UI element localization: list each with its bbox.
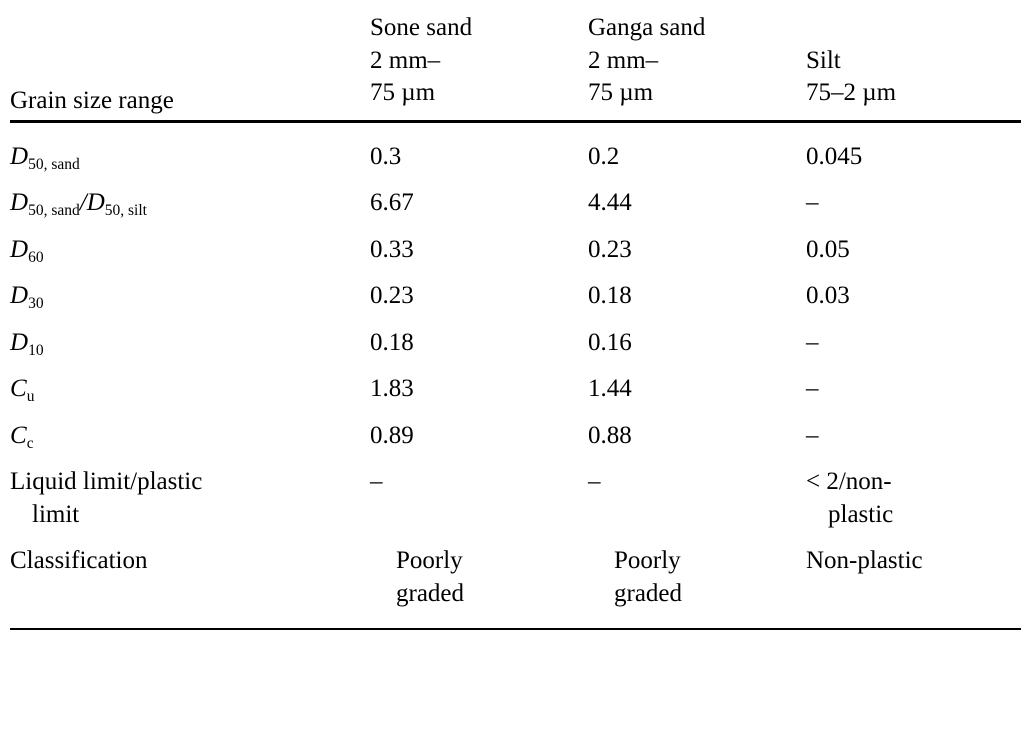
row-symbol-main: C	[10, 375, 27, 402]
cell-silt: –	[806, 328, 819, 356]
cell-ganga: 0.18	[588, 282, 632, 309]
row-symbol-sub: 50, sand	[28, 155, 80, 173]
row-symbol-separator: /	[79, 189, 87, 216]
header-cell-silt	[806, 0, 1021, 121]
row-symbol-sub: c	[26, 434, 34, 452]
header-cell-label	[10, 0, 370, 121]
row-symbol-main: D	[10, 328, 29, 356]
cell-silt-line-1: < 2/non-	[806, 468, 892, 495]
header-sone-line-2: 2 mm–	[370, 46, 441, 74]
table-row	[10, 227, 1021, 274]
cell-sone-line-2: graded	[396, 579, 465, 607]
row-symbol-main-2: D	[86, 189, 105, 216]
cell-sone: 1.83	[370, 375, 414, 402]
header-silt-line-2: 75–2 µm	[806, 79, 897, 106]
row-label-d60	[10, 227, 370, 274]
header-row	[10, 0, 1021, 121]
cell-sone: 0.89	[370, 421, 414, 449]
header-sone-line-1: Sone sand	[370, 14, 473, 41]
cell-ganga	[588, 538, 806, 629]
cell-silt: –	[806, 421, 819, 449]
header-ganga-line-3: 75 µm	[588, 79, 654, 106]
table-row	[10, 413, 1021, 460]
row-label-line-1: Liquid limit/plastic	[10, 468, 203, 495]
table-row	[10, 366, 1021, 413]
header-silt-line-1: Silt	[806, 46, 841, 74]
cell-silt: 0.03	[806, 282, 850, 309]
table-row	[10, 273, 1021, 320]
header-ganga-line-2: 2 mm–	[588, 46, 659, 74]
cell-silt-line-2: plastic	[828, 500, 894, 528]
header-cell-ganga-sand	[588, 0, 806, 121]
table-row	[10, 538, 1021, 629]
cell-sone: 0.3	[370, 142, 402, 170]
cell-silt: –	[806, 189, 819, 216]
cell-silt: 0.045	[806, 142, 863, 170]
table-row	[10, 121, 1021, 180]
row-label-d50-sand	[10, 121, 370, 180]
header-ganga-line-1: Ganga sand	[588, 14, 706, 41]
header-label-line-1: Grain size range	[10, 87, 174, 114]
table-row	[10, 320, 1021, 367]
cell-ganga: –	[588, 468, 601, 495]
table-row	[10, 180, 1021, 227]
row-label-d10	[10, 320, 370, 367]
row-symbol-sub: u	[26, 388, 35, 406]
row-symbol-sub: 10	[28, 341, 44, 359]
row-symbol-sub-2: 50, silt	[104, 202, 147, 220]
cell-silt: –	[806, 375, 819, 402]
row-label-cc	[10, 413, 370, 460]
cell-ganga: 0.16	[588, 328, 632, 356]
cell-ganga-line-2: graded	[614, 579, 683, 607]
row-label-liquid-limit-plastic-limit	[10, 459, 370, 538]
row-symbol-main: D	[10, 189, 29, 216]
cell-ganga: 0.88	[588, 421, 632, 449]
row-symbol-main: D	[10, 282, 29, 309]
row-label-line-2: limit	[32, 500, 80, 528]
cell-silt: 0.05	[806, 235, 850, 263]
grain-size-properties-table	[10, 0, 1021, 630]
cell-sone-line-1: Poorly	[396, 547, 463, 574]
table-header	[10, 0, 1021, 121]
table-row	[10, 459, 1021, 538]
cell-sone: –	[370, 468, 383, 495]
row-symbol-main: D	[10, 142, 29, 170]
table-body	[10, 121, 1021, 629]
row-symbol-main: D	[10, 235, 29, 263]
row-label-d30	[10, 273, 370, 320]
cell-sone: 0.33	[370, 235, 414, 263]
row-symbol-sub: 50, sand	[28, 202, 80, 220]
cell-silt	[806, 459, 1021, 538]
cell-silt: Non-plastic	[806, 538, 1021, 629]
cell-ganga: 4.44	[588, 189, 632, 216]
cell-ganga-line-1: Poorly	[614, 547, 681, 574]
row-symbol-sub: 60	[28, 248, 44, 266]
cell-sone	[370, 538, 588, 629]
header-cell-sone-sand	[370, 0, 588, 121]
cell-ganga: 0.2	[588, 142, 620, 170]
cell-ganga: 0.23	[588, 235, 632, 263]
cell-ganga: 1.44	[588, 375, 632, 402]
row-label-classification: Classification	[10, 538, 370, 629]
row-symbol-sub: 30	[28, 295, 44, 313]
cell-sone: 0.18	[370, 328, 414, 356]
row-label-d50-ratio	[10, 180, 370, 227]
header-sone-line-3: 75 µm	[370, 79, 436, 106]
row-symbol-main: C	[10, 421, 27, 449]
cell-sone: 0.23	[370, 282, 414, 309]
cell-sone: 6.67	[370, 189, 414, 216]
row-label-cu	[10, 366, 370, 413]
